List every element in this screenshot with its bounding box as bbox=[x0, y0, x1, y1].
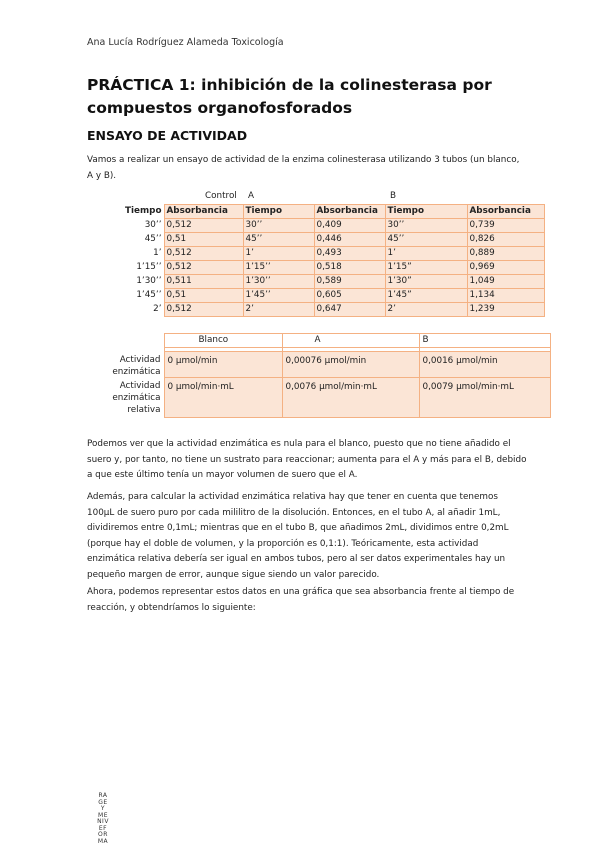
activity-table bbox=[87, 333, 551, 418]
b-time-cell: 30’’ bbox=[385, 219, 467, 233]
table-row bbox=[87, 378, 550, 418]
control-absorbance-cell: 0,512 bbox=[164, 219, 243, 233]
header-tiempo: Tiempo bbox=[125, 206, 162, 216]
a-time-cell: 1’30’’ bbox=[243, 275, 314, 289]
b-time-cell: 1’45” bbox=[385, 289, 467, 303]
b-value-cell: 0,0016 µmol/min bbox=[419, 352, 550, 378]
intro-paragraph: Vamos a realizar un ensayo de actividad de la enzima colinesterasa utilizando 3 tubos (un blanco, A y B). bbox=[87, 155, 520, 181]
b-absorbance-cell: 1,049 bbox=[467, 275, 544, 289]
row-time-label: 2’ bbox=[153, 304, 162, 314]
control-absorbance-cell: 0,51 bbox=[164, 289, 243, 303]
a-absorbance-cell: 0,518 bbox=[314, 261, 385, 275]
control-absorbance-cell: 0,512 bbox=[164, 247, 243, 261]
a-time-cell: 45’’ bbox=[243, 233, 314, 247]
a-absorbance-cell: 0,493 bbox=[314, 247, 385, 261]
control-absorbance-cell: 0,511 bbox=[164, 275, 243, 289]
a-value-cell: 0,00076 µmol/min bbox=[282, 352, 419, 378]
b-absorbance-cell: 0,826 bbox=[467, 233, 544, 247]
table-row bbox=[87, 261, 544, 275]
a-time-cell: 30’’ bbox=[243, 219, 314, 233]
header-control-absorbancia: Absorbancia bbox=[164, 205, 243, 219]
paragraph-2: Además, para calcular la actividad enzimática relativa hay que tener en cuenta que tenemos 100µL de suero puro por cada mililitro de la disolución. Entonces, en el tubo A, al añadir 1mL, dividiremos entre 0,1mL; mientras que en el tubo B, que añadimos 2mL, dividimos entre 0,2mL (porque hay el doble de volumen, y la proporción es 0,1:1). Teóricamente, esta actividad enzimática relativa debería ser igual en ambos tubos, pero al ser datos experimentales hay un pequeño margen de error, aunque sigue siendo un valor parecido. bbox=[87, 492, 509, 580]
row-time-label: 1’30’’ bbox=[136, 276, 162, 286]
b-absorbance-cell: 0,969 bbox=[467, 261, 544, 275]
a-time-cell: 1’45’’ bbox=[243, 289, 314, 303]
b-absorbance-cell: 1,134 bbox=[467, 289, 544, 303]
b-time-cell: 1’30” bbox=[385, 275, 467, 289]
watermark-stamp bbox=[90, 793, 116, 845]
header-a: A bbox=[282, 334, 419, 348]
row-time-label: 1’45’’ bbox=[136, 290, 162, 300]
blanco-value-cell: 0 µmol/min bbox=[164, 352, 282, 378]
group-label-b: B bbox=[390, 191, 397, 201]
page-header: Ana Lucía Rodríguez Alameda Toxicología bbox=[87, 37, 284, 48]
a-time-cell: 1’ bbox=[243, 247, 314, 261]
a-absorbance-cell: 0,446 bbox=[314, 233, 385, 247]
section-title: ENSAYO DE ACTIVIDAD bbox=[87, 128, 248, 143]
watermark-line: EF bbox=[98, 824, 108, 832]
b-time-cell: 1’ bbox=[385, 247, 467, 261]
table-row bbox=[87, 352, 550, 378]
table-row bbox=[87, 275, 544, 289]
control-absorbance-cell: 0,51 bbox=[164, 233, 243, 247]
b-time-cell: 45’’ bbox=[385, 233, 467, 247]
control-absorbance-cell: 0,512 bbox=[164, 303, 243, 317]
watermark-line: Y bbox=[100, 805, 106, 812]
b-time-cell: 2’ bbox=[385, 303, 467, 317]
header-blanco: Blanco bbox=[164, 334, 282, 348]
watermark-line: MA bbox=[97, 837, 109, 845]
b-value-cell: 0,0079 µmol/min·mL bbox=[419, 378, 550, 418]
header-b-tiempo: Tiempo bbox=[385, 205, 467, 219]
paragraph-1: Podemos ver que la actividad enzimática es nula para el blanco, puesto que no tiene añadido el suero y, por tanto, no tiene un sustrato para reaccionar; aumenta para el A y más para el B, debido a que este último tenía un mayor volumen de suero que el A. bbox=[87, 439, 527, 480]
b-absorbance-cell: 0,889 bbox=[467, 247, 544, 261]
a-time-cell: 2’ bbox=[243, 303, 314, 317]
row-time-label: 1’15’’ bbox=[136, 262, 162, 272]
row-time-label: 45’’ bbox=[144, 234, 162, 244]
table-header-row bbox=[87, 205, 544, 219]
table-row bbox=[87, 233, 544, 247]
table-row bbox=[87, 303, 544, 317]
header-b: B bbox=[419, 334, 550, 348]
control-absorbance-cell: 0,512 bbox=[164, 261, 243, 275]
table-row bbox=[87, 219, 544, 233]
group-label-control: Control bbox=[205, 191, 237, 201]
row-time-label: 30’’ bbox=[144, 220, 162, 230]
a-value-cell: 0,0076 µmol/min·mL bbox=[282, 378, 419, 418]
row-label-actividad-relativa: Actividad enzimática relativa bbox=[112, 380, 161, 415]
a-time-cell: 1’15’’ bbox=[243, 261, 314, 275]
header-a-absorbancia: Absorbancia bbox=[314, 205, 385, 219]
paragraph-3: Ahora, podemos representar estos datos en una gráfica que sea absorbancia frente al tiempo de reacción, y obtendríamos lo siguiente: bbox=[87, 587, 515, 613]
empty-corner bbox=[87, 334, 164, 348]
header-b-absorbancia: Absorbancia bbox=[467, 205, 544, 219]
group-label-a: A bbox=[248, 191, 255, 201]
watermark-line: GE bbox=[98, 798, 108, 806]
watermark-line: ME bbox=[98, 811, 108, 819]
a-absorbance-cell: 0,605 bbox=[314, 289, 385, 303]
watermark-line: OR bbox=[98, 831, 108, 838]
row-time-label: 1’ bbox=[153, 248, 162, 258]
table-row bbox=[87, 247, 544, 261]
watermark-line: RA bbox=[98, 792, 108, 799]
table-row bbox=[87, 289, 544, 303]
a-absorbance-cell: 0,409 bbox=[314, 219, 385, 233]
header-a-tiempo: Tiempo bbox=[243, 205, 314, 219]
activity-header-row bbox=[87, 334, 550, 348]
page-title: PRÁCTICA 1: inhibición de la colinesterasa por compuestos organofosforados bbox=[87, 76, 492, 117]
b-absorbance-cell: 0,739 bbox=[467, 219, 544, 233]
b-time-cell: 1’15” bbox=[385, 261, 467, 275]
a-absorbance-cell: 0,589 bbox=[314, 275, 385, 289]
a-absorbance-cell: 0,647 bbox=[314, 303, 385, 317]
blanco-value-cell: 0 µmol/min·mL bbox=[164, 378, 282, 418]
b-absorbance-cell: 1,239 bbox=[467, 303, 544, 317]
watermark-line: NIV bbox=[97, 818, 109, 825]
row-label-actividad: Actividad enzimática bbox=[112, 354, 161, 377]
absorbance-table bbox=[87, 204, 545, 317]
